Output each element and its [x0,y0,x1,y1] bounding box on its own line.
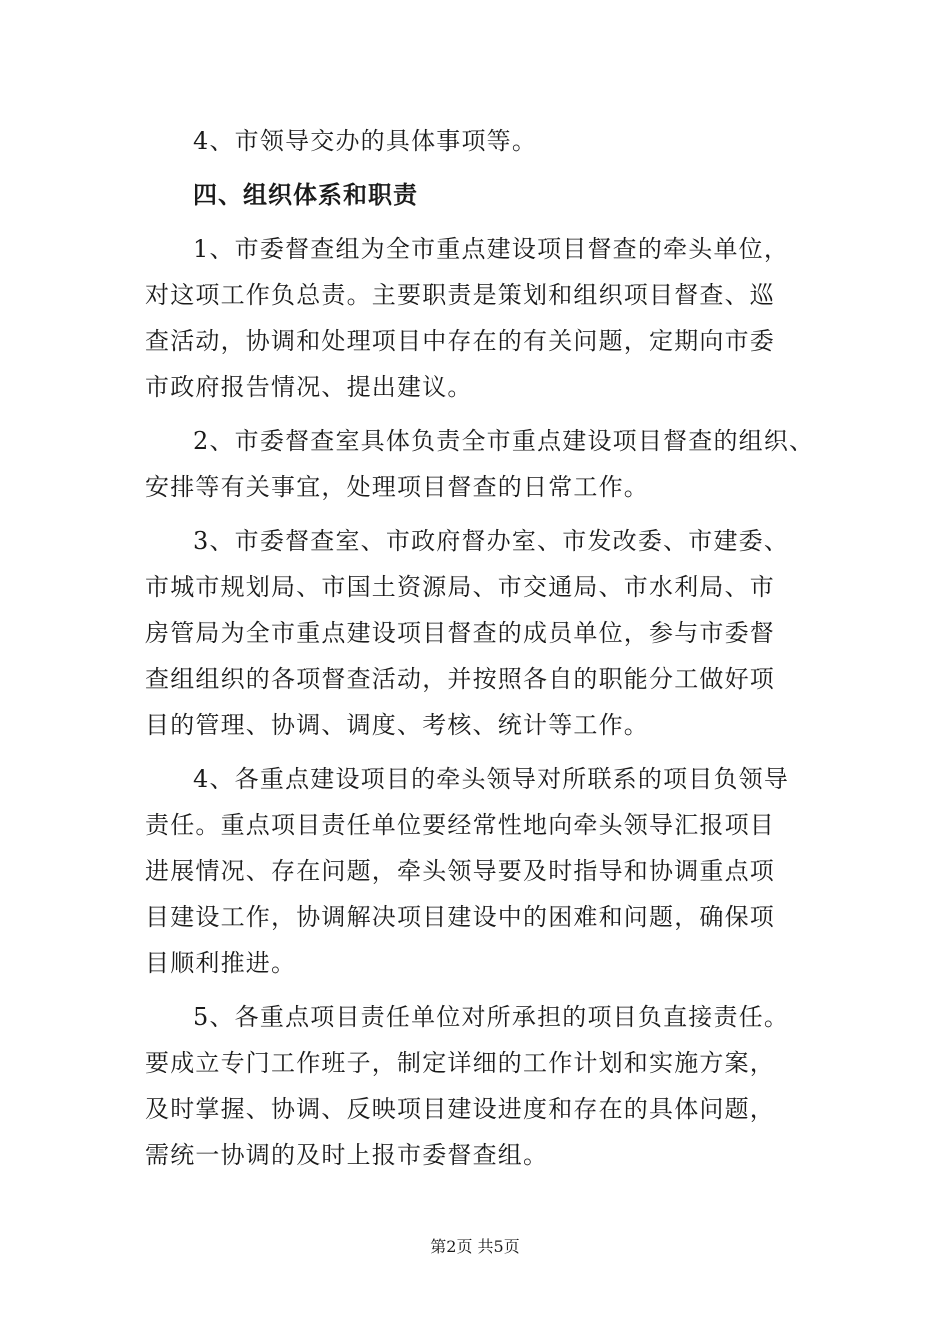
paragraph-4-line-4: 目建设工作，协调解决项目建设中的困难和问题，确保项 [145,903,775,931]
paragraph-3-line-4: 查组组织的各项督查活动，并按照各自的职能分工做好项 [145,665,775,693]
paragraph-3-line-3: 房管局为全市重点建设项目督查的成员单位，参与市委督 [145,619,775,647]
spacer [145,986,845,994]
text-line-item-4-leader-tasks: 4、市领导交办的具体事项等。 [193,127,538,155]
page-number-footer: 第2页 共5页 [430,1237,520,1256]
paragraph-4-line-3: 进展情况、存在问题，牵头领导要及时指导和协调重点项 [145,857,775,885]
spacer [145,164,845,172]
paragraph-1-line-4: 市政府报告情况、提出建议。 [145,373,473,401]
document-body [145,118,845,1178]
spacer [145,510,845,518]
paragraph-5-line-4: 需统一协调的及时上报市委督查组。 [145,1141,549,1169]
paragraph-3-line-2: 市城市规划局、市国土资源局、市交通局、市水利局、市 [145,573,775,601]
spacer [145,748,845,756]
paragraph-4-line-2: 责任。重点项目责任单位要经常性地向牵头领导汇报项目 [145,811,775,839]
paragraph-5-line-2: 要成立专门工作班子，制定详细的工作计划和实施方案， [145,1049,775,1077]
paragraph-5-line-1: 5、各重点项目责任单位对所承担的项目负直接责任。 [193,1003,790,1031]
paragraph-1-line-1: 1、市委督查组为全市重点建设项目督查的牵头单位， [193,235,790,263]
spacer [145,218,845,226]
paragraph-3-line-5: 目的管理、协调、调度、考核、统计等工作。 [145,711,649,739]
paragraph-4-line-5: 目顺利推进。 [145,949,297,977]
paragraph-3-line-1: 3、市委督查室、市政府督办室、市发改委、市建委、 [193,527,790,555]
spacer [145,410,845,418]
paragraph-2-line-1: 2、市委督查室具体负责全市重点建设项目督查的组织、 [193,427,815,455]
paragraph-4-line-1: 4、各重点建设项目的牵头领导对所联系的项目负领导 [193,765,790,793]
paragraph-5-line-3: 及时掌握、协调、反映项目建设进度和存在的具体问题， [145,1095,775,1123]
paragraph-1-line-3: 查活动，协调和处理项目中存在的有关问题，定期向市委 [145,327,775,355]
paragraph-1-line-2: 对这项工作负总责。主要职责是策划和组织项目督查、巡 [145,281,775,309]
paragraph-2-line-2: 安排等有关事宜，处理项目督查的日常工作。 [145,473,649,501]
section-heading-organization: 四、组织体系和职责 [193,181,418,209]
